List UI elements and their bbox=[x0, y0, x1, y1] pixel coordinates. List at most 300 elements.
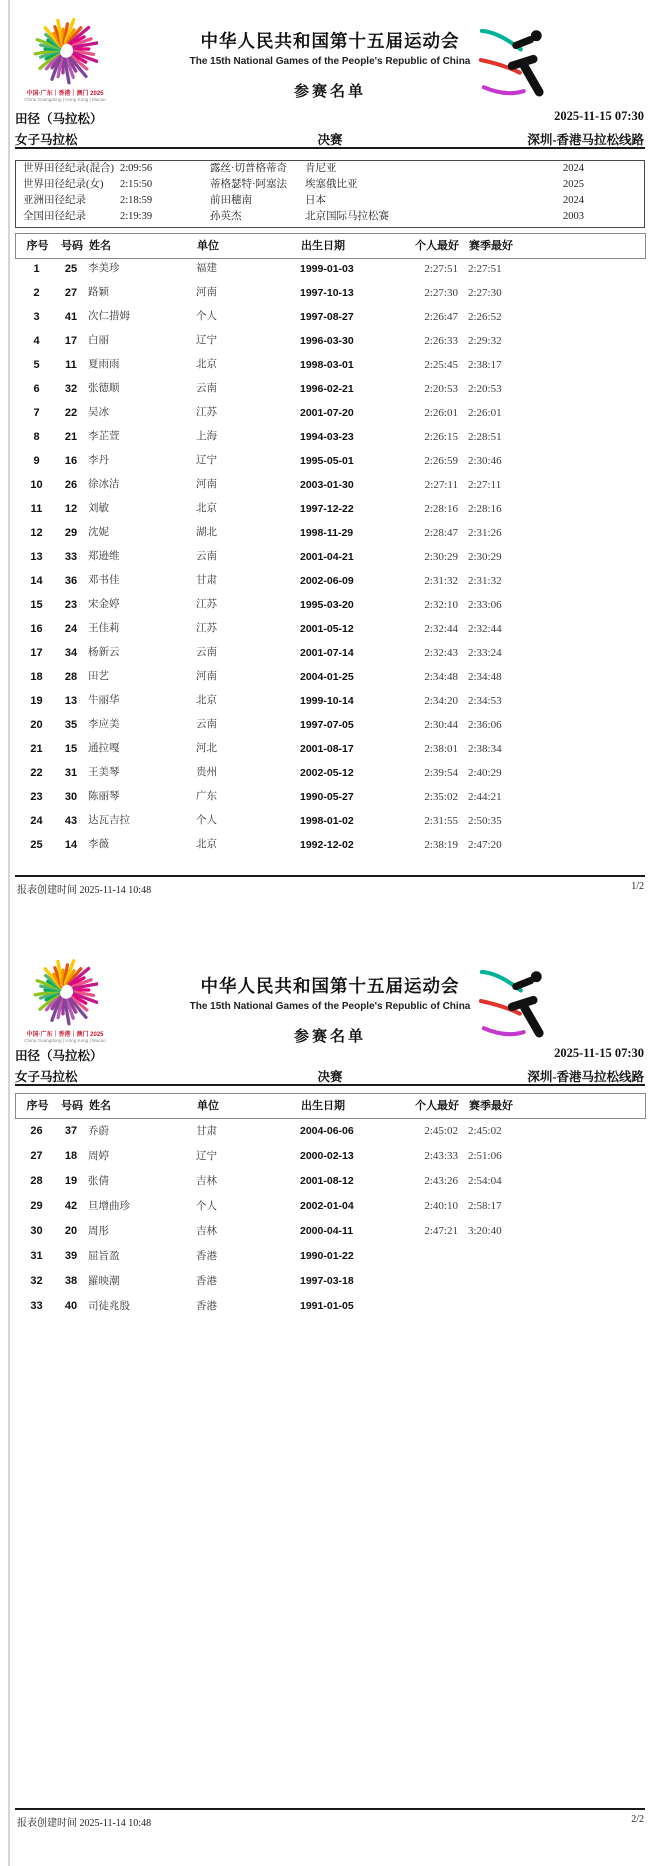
col-header-bib: 号码 bbox=[61, 240, 83, 252]
record-year: 2024 bbox=[563, 163, 584, 174]
athlete-bib: 15 bbox=[64, 743, 78, 755]
athlete-name: 司徒兆殷 bbox=[88, 1301, 130, 1312]
games-title-cn: 中华人民共和国第十五届运动会 bbox=[200, 31, 460, 51]
athlete-no: 15 bbox=[30, 599, 43, 611]
athlete-name: 羅映潮 bbox=[88, 1276, 120, 1287]
athlete-name: 刘敏 bbox=[88, 503, 109, 514]
athlete-season-best: 2:27:30 bbox=[468, 287, 502, 299]
athlete-season-best: 2:27:11 bbox=[468, 479, 502, 491]
athlete-dob: 2001-04-21 bbox=[300, 551, 354, 563]
athlete-unit: 上海 bbox=[196, 431, 217, 442]
col-header-pb: 个人最好 bbox=[415, 1100, 459, 1112]
athlete-bib: 33 bbox=[64, 551, 78, 563]
athlete-unit: 香港 bbox=[196, 1276, 217, 1287]
event-datetime: 2025-11-15 07:30 bbox=[554, 109, 644, 123]
athlete-row bbox=[15, 305, 644, 329]
header-rule bbox=[15, 1084, 645, 1086]
athlete-season-best: 2:58:17 bbox=[468, 1200, 502, 1212]
athlete-bib: 18 bbox=[64, 1150, 78, 1162]
athlete-bib: 34 bbox=[64, 647, 78, 659]
athlete-bib: 14 bbox=[64, 839, 78, 851]
athlete-no: 22 bbox=[30, 767, 43, 779]
record-label: 全国田径纪录 bbox=[23, 211, 86, 222]
athlete-name: 李丹 bbox=[88, 455, 109, 466]
athlete-season-best: 2:30:29 bbox=[468, 551, 502, 563]
athlete-season-best: 2:29:32 bbox=[468, 335, 502, 347]
athlete-bib: 19 bbox=[64, 1175, 78, 1187]
athlete-row bbox=[15, 641, 644, 665]
athlete-name: 李芷萱 bbox=[88, 431, 120, 442]
athlete-bib: 12 bbox=[64, 503, 78, 515]
col-header-no: 序号 bbox=[26, 1100, 49, 1112]
athlete-season-best: 2:45:02 bbox=[468, 1125, 502, 1137]
record-time: 2:09:56 bbox=[120, 163, 153, 174]
athlete-personal-best: 2:43:26 bbox=[424, 1175, 458, 1187]
athlete-personal-best: 2:26:47 bbox=[424, 311, 458, 323]
athlete-season-best: 2:31:32 bbox=[468, 575, 502, 587]
athlete-personal-best: 2:26:33 bbox=[424, 335, 458, 347]
athlete-name: 乔蔚 bbox=[88, 1126, 109, 1137]
athletes-table-page2 bbox=[15, 1119, 644, 1319]
athlete-no: 18 bbox=[30, 671, 43, 683]
record-year: 2003 bbox=[563, 211, 584, 222]
athlete-season-best: 2:38:34 bbox=[468, 743, 502, 755]
athlete-unit: 湖北 bbox=[196, 527, 217, 538]
athlete-dob: 1990-01-22 bbox=[300, 1250, 354, 1262]
athlete-name: 杨新云 bbox=[88, 647, 120, 658]
athlete-personal-best: 2:38:19 bbox=[424, 839, 458, 851]
athlete-season-best: 2:47:20 bbox=[468, 839, 502, 851]
athlete-dob: 2001-07-20 bbox=[300, 407, 354, 419]
athlete-personal-best: 2:30:44 bbox=[424, 719, 458, 731]
athlete-unit: 云南 bbox=[196, 551, 217, 562]
athlete-season-best: 2:20:53 bbox=[468, 383, 502, 395]
athlete-bib: 40 bbox=[64, 1300, 78, 1312]
games-title-en: The 15th National Games of the People's Republic of China bbox=[189, 56, 471, 67]
athlete-unit: 云南 bbox=[196, 647, 217, 658]
record-label: 世界田径纪录(女) bbox=[23, 179, 104, 190]
event-datetime: 2025-11-15 07:30 bbox=[554, 1046, 644, 1060]
record-athlete: 前田穗南 bbox=[210, 195, 252, 206]
discipline-label: 田径（马拉松） bbox=[15, 1049, 103, 1063]
page-number: 1/2 bbox=[631, 881, 644, 892]
athlete-unit: 江苏 bbox=[196, 599, 217, 610]
athlete-no: 13 bbox=[30, 551, 43, 563]
athlete-season-best: 2:31:26 bbox=[468, 527, 502, 539]
document-title: 参赛名单 bbox=[293, 1028, 366, 1045]
athlete-row bbox=[15, 785, 644, 809]
athlete-personal-best: 2:27:51 bbox=[424, 263, 458, 275]
athlete-dob: 1991-01-05 bbox=[300, 1300, 354, 1312]
footer-rule bbox=[15, 1808, 645, 1810]
athlete-dob: 1996-03-30 bbox=[300, 335, 354, 347]
athlete-bib: 36 bbox=[64, 575, 78, 587]
athlete-name: 李薇 bbox=[88, 839, 109, 850]
athlete-dob: 1995-03-20 bbox=[300, 599, 354, 611]
event-name: 女子马拉松 bbox=[15, 133, 78, 147]
athlete-unit: 香港 bbox=[196, 1251, 217, 1262]
athlete-unit: 北京 bbox=[196, 359, 217, 370]
col-header-unit: 单位 bbox=[197, 1100, 219, 1112]
athlete-row bbox=[15, 713, 644, 737]
athlete-season-best: 2:51:06 bbox=[468, 1150, 502, 1162]
athlete-dob: 2002-01-04 bbox=[300, 1200, 354, 1212]
athlete-season-best: 3:20:40 bbox=[468, 1225, 502, 1237]
athlete-unit: 甘肃 bbox=[196, 1126, 217, 1137]
athlete-row bbox=[15, 809, 644, 833]
emblem-tagline-en: China Guangdong | Hong Kong | Macao bbox=[24, 1038, 106, 1043]
athlete-unit: 河南 bbox=[196, 287, 217, 298]
athlete-unit: 江苏 bbox=[196, 623, 217, 634]
athlete-no: 16 bbox=[30, 623, 43, 635]
athlete-season-best: 2:34:53 bbox=[468, 695, 502, 707]
athlete-name: 达瓦吉拉 bbox=[88, 815, 130, 826]
athlete-personal-best: 2:30:29 bbox=[424, 551, 458, 563]
athlete-no: 33 bbox=[30, 1300, 43, 1312]
athlete-row bbox=[15, 761, 644, 785]
athlete-no: 23 bbox=[30, 791, 43, 803]
athlete-unit: 广东 bbox=[196, 791, 217, 802]
meta-row-2 bbox=[15, 130, 645, 146]
athlete-row bbox=[15, 1244, 644, 1269]
athlete-season-best: 2:32:44 bbox=[468, 623, 502, 635]
athlete-no: 9 bbox=[33, 455, 40, 467]
footer-rule bbox=[15, 875, 645, 877]
athlete-bib: 37 bbox=[64, 1125, 78, 1137]
athlete-row bbox=[15, 329, 644, 353]
athlete-row bbox=[15, 545, 644, 569]
athlete-unit: 云南 bbox=[196, 383, 217, 394]
athlete-no: 20 bbox=[30, 719, 43, 731]
athlete-name: 屈旨盈 bbox=[88, 1251, 120, 1262]
col-header-name: 姓名 bbox=[89, 240, 111, 252]
athlete-season-best: 2:34:48 bbox=[468, 671, 502, 683]
athlete-dob: 2002-05-12 bbox=[300, 767, 354, 779]
athlete-season-best: 2:33:06 bbox=[468, 599, 502, 611]
athlete-dob: 1990-05-27 bbox=[300, 791, 354, 803]
athlete-dob: 1997-10-13 bbox=[300, 287, 354, 299]
athlete-bib: 25 bbox=[64, 263, 78, 275]
athlete-unit: 云南 bbox=[196, 719, 217, 730]
athlete-row bbox=[15, 473, 644, 497]
athlete-personal-best bbox=[410, 1269, 462, 1294]
meta-row-1 bbox=[15, 1046, 645, 1062]
athletics-runner-pictogram-icon bbox=[478, 20, 546, 102]
athlete-row bbox=[15, 521, 644, 545]
athlete-row bbox=[15, 1119, 644, 1144]
col-header-name: 姓名 bbox=[89, 1100, 111, 1112]
athlete-season-best: 2:44:21 bbox=[468, 791, 502, 803]
meta-row-1 bbox=[15, 109, 645, 125]
athlete-dob: 2001-05-12 bbox=[300, 623, 354, 635]
athlete-name: 宋金婷 bbox=[88, 599, 120, 610]
athlete-unit: 吉林 bbox=[196, 1176, 217, 1187]
athlete-bib: 24 bbox=[64, 623, 78, 635]
athlete-name: 王佳莉 bbox=[88, 623, 120, 634]
athlete-season-best: 2:30:46 bbox=[468, 455, 502, 467]
athlete-bib: 17 bbox=[64, 335, 78, 347]
athlete-dob: 1995-05-01 bbox=[300, 455, 354, 467]
athlete-no: 21 bbox=[30, 743, 43, 755]
record-athlete: 孙英杰 bbox=[210, 211, 242, 222]
athlete-dob: 1998-03-01 bbox=[300, 359, 354, 371]
games-title-en: The 15th National Games of the People's Republic of China bbox=[189, 1001, 471, 1012]
athlete-season-best: 2:27:51 bbox=[468, 263, 502, 275]
athlete-personal-best: 2:28:16 bbox=[424, 503, 458, 515]
athlete-name: 李应美 bbox=[88, 719, 120, 730]
athlete-unit: 吉林 bbox=[196, 1226, 217, 1237]
athlete-no: 19 bbox=[30, 695, 43, 707]
athlete-season-best: 2:40:29 bbox=[468, 767, 502, 779]
record-row bbox=[16, 193, 644, 209]
table-header bbox=[15, 1093, 646, 1119]
athlete-row bbox=[15, 353, 644, 377]
athlete-dob: 1996-02-21 bbox=[300, 383, 354, 395]
athlete-bib: 21 bbox=[64, 431, 78, 443]
athlete-dob: 1999-10-14 bbox=[300, 695, 354, 707]
athlete-no: 27 bbox=[30, 1150, 43, 1162]
col-header-dob: 出生日期 bbox=[301, 1100, 345, 1112]
athlete-bib: 13 bbox=[64, 695, 78, 707]
col-header-unit: 单位 bbox=[197, 240, 219, 252]
record-label: 亚洲田径纪录 bbox=[23, 195, 86, 206]
col-header-sb: 赛季最好 bbox=[469, 1100, 513, 1112]
athlete-bib: 31 bbox=[64, 767, 78, 779]
athlete-personal-best: 2:39:54 bbox=[424, 767, 458, 779]
athlete-bib: 28 bbox=[64, 671, 78, 683]
athlete-no: 30 bbox=[30, 1225, 43, 1237]
athlete-unit: 江苏 bbox=[196, 407, 217, 418]
athlete-bib: 27 bbox=[64, 287, 78, 299]
athlete-personal-best: 2:20:53 bbox=[424, 383, 458, 395]
athlete-dob: 2001-08-12 bbox=[300, 1175, 354, 1187]
athlete-no: 1 bbox=[33, 263, 40, 275]
athlete-no: 8 bbox=[33, 431, 40, 443]
athlete-personal-best: 2:26:01 bbox=[424, 407, 458, 419]
report-created-time: 报表创建时间 2025-11-14 10:48 bbox=[17, 885, 152, 896]
athlete-season-best: 2:38:17 bbox=[468, 359, 502, 371]
athlete-no: 6 bbox=[33, 383, 40, 395]
athlete-dob: 2004-06-06 bbox=[300, 1125, 354, 1137]
athlete-no: 2 bbox=[33, 287, 40, 299]
athlete-season-best: 2:26:01 bbox=[468, 407, 502, 419]
athlete-season-best: 2:33:24 bbox=[468, 647, 502, 659]
table-header bbox=[15, 233, 646, 259]
athlete-bib: 39 bbox=[64, 1250, 78, 1262]
athlete-dob: 2000-04-11 bbox=[300, 1225, 354, 1237]
athlete-no: 28 bbox=[30, 1175, 43, 1187]
record-row bbox=[16, 209, 644, 225]
athlete-bib: 38 bbox=[64, 1275, 78, 1287]
athlete-row bbox=[15, 833, 644, 857]
header-rule bbox=[15, 147, 645, 149]
athlete-bib: 29 bbox=[64, 527, 78, 539]
record-year: 2024 bbox=[563, 195, 584, 206]
athlete-row bbox=[15, 377, 644, 401]
event-name: 女子马拉松 bbox=[15, 1070, 78, 1084]
col-header-pb: 个人最好 bbox=[415, 240, 459, 252]
athlete-row bbox=[15, 1169, 644, 1194]
athlete-name: 周婷 bbox=[88, 1151, 109, 1162]
athlete-bib: 43 bbox=[64, 815, 78, 827]
record-detail: 北京国际马拉松赛 bbox=[305, 211, 389, 222]
athletics-runner-pictogram-icon bbox=[478, 961, 546, 1043]
document-title: 参赛名单 bbox=[293, 83, 366, 100]
athlete-bib: 22 bbox=[64, 407, 78, 419]
athlete-personal-best: 2:31:32 bbox=[424, 575, 458, 587]
athlete-personal-best: 2:25:45 bbox=[424, 359, 458, 371]
athlete-no: 3 bbox=[33, 311, 40, 323]
athlete-bib: 16 bbox=[64, 455, 78, 467]
games-emblem-icon bbox=[28, 12, 98, 86]
record-time: 2:15:50 bbox=[120, 179, 153, 190]
athlete-season-best: 2:26:52 bbox=[468, 311, 502, 323]
col-header-sb: 赛季最好 bbox=[469, 240, 513, 252]
athlete-personal-best: 2:34:20 bbox=[424, 695, 458, 707]
athlete-unit: 河北 bbox=[196, 743, 217, 754]
athlete-unit: 河南 bbox=[196, 671, 217, 682]
athletes-table-page1 bbox=[15, 257, 644, 857]
athlete-row bbox=[15, 1219, 644, 1244]
games-emblem-icon bbox=[28, 953, 98, 1027]
athlete-personal-best: 2:28:47 bbox=[424, 527, 458, 539]
athlete-unit: 辽宁 bbox=[196, 335, 217, 346]
athlete-name: 通拉嘎 bbox=[88, 743, 120, 754]
record-time: 2:19:39 bbox=[120, 211, 153, 222]
athlete-name: 徐冰洁 bbox=[88, 479, 120, 490]
athlete-dob: 1999-01-03 bbox=[300, 263, 354, 275]
athlete-row bbox=[15, 617, 644, 641]
athlete-row bbox=[15, 281, 644, 305]
athlete-dob: 1997-07-05 bbox=[300, 719, 354, 731]
athlete-unit: 香港 bbox=[196, 1301, 217, 1312]
athlete-dob: 1997-12-22 bbox=[300, 503, 354, 515]
round-label: 决赛 bbox=[317, 1070, 343, 1084]
athlete-no: 14 bbox=[30, 575, 43, 587]
athlete-personal-best bbox=[410, 1244, 462, 1269]
athlete-name: 旦增曲珍 bbox=[88, 1201, 130, 1212]
emblem-tagline-cn: 中国·广东｜香港｜澳门 2025 bbox=[26, 91, 104, 97]
athlete-unit: 福建 bbox=[196, 263, 217, 274]
athlete-bib: 23 bbox=[64, 599, 78, 611]
col-header-no: 序号 bbox=[26, 240, 49, 252]
record-detail: 肯尼亚 bbox=[305, 163, 337, 174]
page-2 bbox=[0, 935, 660, 1866]
athlete-name: 牛丽华 bbox=[88, 695, 120, 706]
athlete-no: 24 bbox=[30, 815, 43, 827]
athlete-name: 吴冰 bbox=[88, 407, 109, 418]
athlete-no: 26 bbox=[30, 1125, 43, 1137]
record-label: 世界田径纪录(混合) bbox=[23, 163, 114, 174]
athlete-row bbox=[15, 401, 644, 425]
page-1 bbox=[0, 0, 660, 910]
athlete-personal-best: 2:32:44 bbox=[424, 623, 458, 635]
athlete-no: 5 bbox=[33, 359, 40, 371]
records-box bbox=[15, 160, 645, 228]
athlete-row bbox=[15, 593, 644, 617]
athlete-personal-best: 2:45:02 bbox=[424, 1125, 458, 1137]
record-athlete: 蒂格瑟特·阿塞法 bbox=[210, 179, 287, 190]
athlete-no: 10 bbox=[30, 479, 43, 491]
athlete-no: 12 bbox=[30, 527, 43, 539]
athlete-season-best bbox=[462, 1244, 644, 1269]
athlete-row bbox=[15, 737, 644, 761]
athlete-unit: 个人 bbox=[196, 815, 217, 826]
athlete-personal-best: 2:35:02 bbox=[424, 791, 458, 803]
athlete-personal-best: 2:27:30 bbox=[424, 287, 458, 299]
athlete-name: 王美琴 bbox=[88, 767, 120, 778]
athlete-unit: 辽宁 bbox=[196, 455, 217, 466]
athlete-bib: 20 bbox=[64, 1225, 78, 1237]
athlete-row bbox=[15, 1294, 644, 1319]
athlete-unit: 辽宁 bbox=[196, 1151, 217, 1162]
athlete-dob: 1994-03-23 bbox=[300, 431, 354, 443]
athlete-no: 32 bbox=[30, 1275, 43, 1287]
athlete-personal-best bbox=[410, 1294, 462, 1319]
athlete-row bbox=[15, 1144, 644, 1169]
round-label: 决赛 bbox=[317, 133, 343, 147]
athlete-no: 11 bbox=[30, 503, 43, 515]
athlete-dob: 2003-01-30 bbox=[300, 479, 354, 491]
athlete-unit: 甘肃 bbox=[196, 575, 217, 586]
athlete-bib: 11 bbox=[65, 359, 77, 371]
athlete-row bbox=[15, 425, 644, 449]
athlete-no: 31 bbox=[30, 1250, 43, 1262]
athlete-name: 邓书佳 bbox=[88, 575, 120, 586]
athlete-season-best bbox=[462, 1294, 644, 1319]
athlete-row bbox=[15, 1269, 644, 1294]
discipline-label: 田径（马拉松） bbox=[15, 112, 103, 126]
athlete-name: 白丽 bbox=[88, 335, 109, 346]
record-detail: 日本 bbox=[305, 195, 326, 206]
athlete-unit: 贵州 bbox=[196, 767, 217, 778]
athlete-dob: 1998-11-29 bbox=[300, 527, 354, 539]
athlete-dob: 1997-03-18 bbox=[300, 1275, 354, 1287]
athlete-row bbox=[15, 665, 644, 689]
athlete-dob: 1998-01-02 bbox=[300, 815, 354, 827]
emblem-tagline-cn: 中国·广东｜香港｜澳门 2025 bbox=[26, 1032, 104, 1038]
athlete-unit: 个人 bbox=[196, 311, 217, 322]
athlete-name: 路颖 bbox=[88, 287, 109, 298]
athlete-dob: 1992-12-02 bbox=[300, 839, 354, 851]
games-title-cn: 中华人民共和国第十五届运动会 bbox=[200, 976, 460, 996]
athlete-bib: 30 bbox=[64, 791, 78, 803]
athlete-season-best: 2:28:51 bbox=[468, 431, 502, 443]
athlete-name: 李美珍 bbox=[88, 263, 120, 274]
emblem-tagline-en: China Guangdong | Hong Kong | Macao bbox=[24, 97, 106, 102]
athlete-dob: 2002-06-09 bbox=[300, 575, 354, 587]
athlete-dob: 2001-08-17 bbox=[300, 743, 354, 755]
athlete-row bbox=[15, 569, 644, 593]
athlete-no: 29 bbox=[30, 1200, 43, 1212]
record-year: 2025 bbox=[563, 179, 584, 190]
athlete-bib: 42 bbox=[64, 1200, 78, 1212]
athlete-season-best: 2:50:35 bbox=[468, 815, 502, 827]
athlete-bib: 35 bbox=[64, 719, 78, 731]
athlete-season-best: 2:54:04 bbox=[468, 1175, 502, 1187]
athlete-season-best bbox=[462, 1269, 644, 1294]
athlete-bib: 26 bbox=[64, 479, 78, 491]
athlete-personal-best: 2:47:21 bbox=[424, 1225, 458, 1237]
athlete-no: 7 bbox=[33, 407, 40, 419]
athlete-personal-best: 2:43:33 bbox=[424, 1150, 458, 1162]
athlete-name: 陈丽琴 bbox=[88, 791, 120, 802]
athlete-personal-best: 2:26:59 bbox=[424, 455, 458, 467]
athlete-name: 张倩 bbox=[88, 1176, 109, 1187]
athlete-bib: 32 bbox=[64, 383, 78, 395]
venue-label: 深圳-香港马拉松线路 bbox=[527, 1070, 644, 1084]
athlete-personal-best: 2:40:10 bbox=[424, 1200, 458, 1212]
